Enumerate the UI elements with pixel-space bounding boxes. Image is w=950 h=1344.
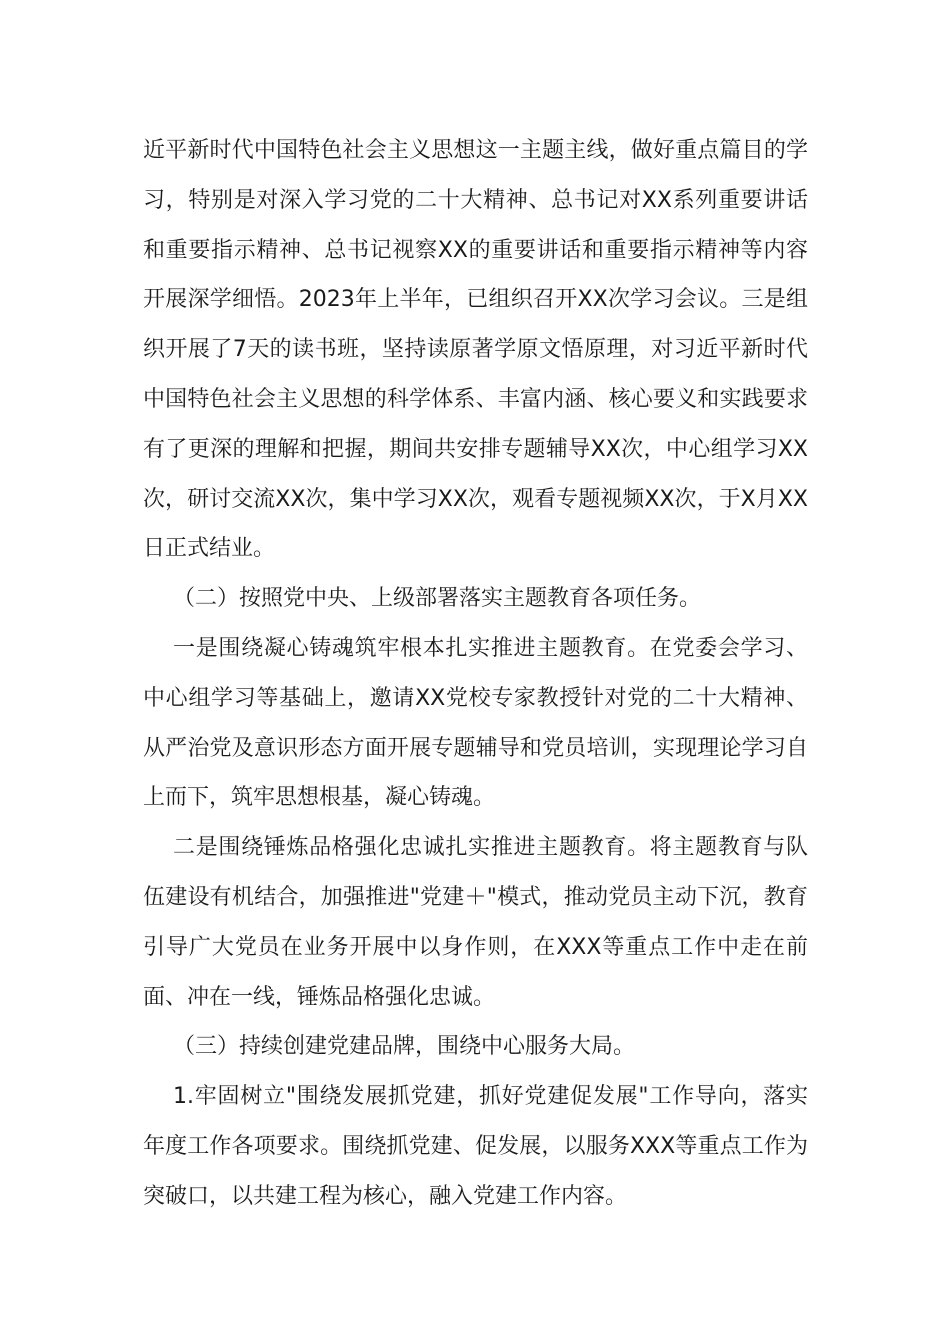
document-page bbox=[143, 126, 808, 1222]
section-heading-3: （三）持续创建党建品牌，围绕中心服务大局。 bbox=[173, 1034, 636, 1060]
body-paragraph-1: 近平新时代中国特色社会主义思想这一主题主线，做好重点篇目的学习，特别是对深入学习党的二十大精神、总书记对XX系列重要讲话和重要指示精神、总书记视察XX的重要讲话和重要指示精神等内容开展深学细悟。2023年上半年，已组织召开XX次学习会议。三是组织开展了7天的读书班，坚持读原著学原文悟原理，对习近平新时代中国特色社会主义思想的科学体系、丰富内涵、核心要义和实践要求有了更深的理解和把握，期间共安排专题辅导XX次，中心组学习XX次，研讨交流XX次，集中学习XX次，观看专题视频XX次，于X月XX日正式结业。 bbox=[143, 138, 808, 562]
body-paragraph-3: 一是围绕凝心铸魂筑牢根本扎实推进主题教育。在党委会学习、中心组学习等基础上，邀请XX党校专家教授针对党的二十大精神、从严治党及意识形态方面开展专题辅导和党员培训，实现理论学习自上而下，筑牢思想根基，凝心铸魂。 bbox=[143, 635, 808, 811]
section-heading-2: （二）按照党中央、上级部署落实主题教育各项任务。 bbox=[173, 586, 702, 612]
body-paragraph-4: 二是围绕锤炼品格强化忠诚扎实推进主题教育。将主题教育与队伍建设有机结合，加强推进"党建＋"模式，推动党员主动下沉，教育引导广大党员在业务开展中以身作则，在XXX等重点工作中走在前面、冲在一线，锤炼品格强化忠诚。 bbox=[143, 835, 808, 1010]
body-paragraph-6: 1.牢固树立"围绕发展抓党建，抓好党建促发展"工作导向，落实年度工作各项要求。围绕抓党建、促发展，以服务XXX等重点工作为突破口，以共建工程为核心，融入党建工作内容。 bbox=[143, 1084, 808, 1209]
